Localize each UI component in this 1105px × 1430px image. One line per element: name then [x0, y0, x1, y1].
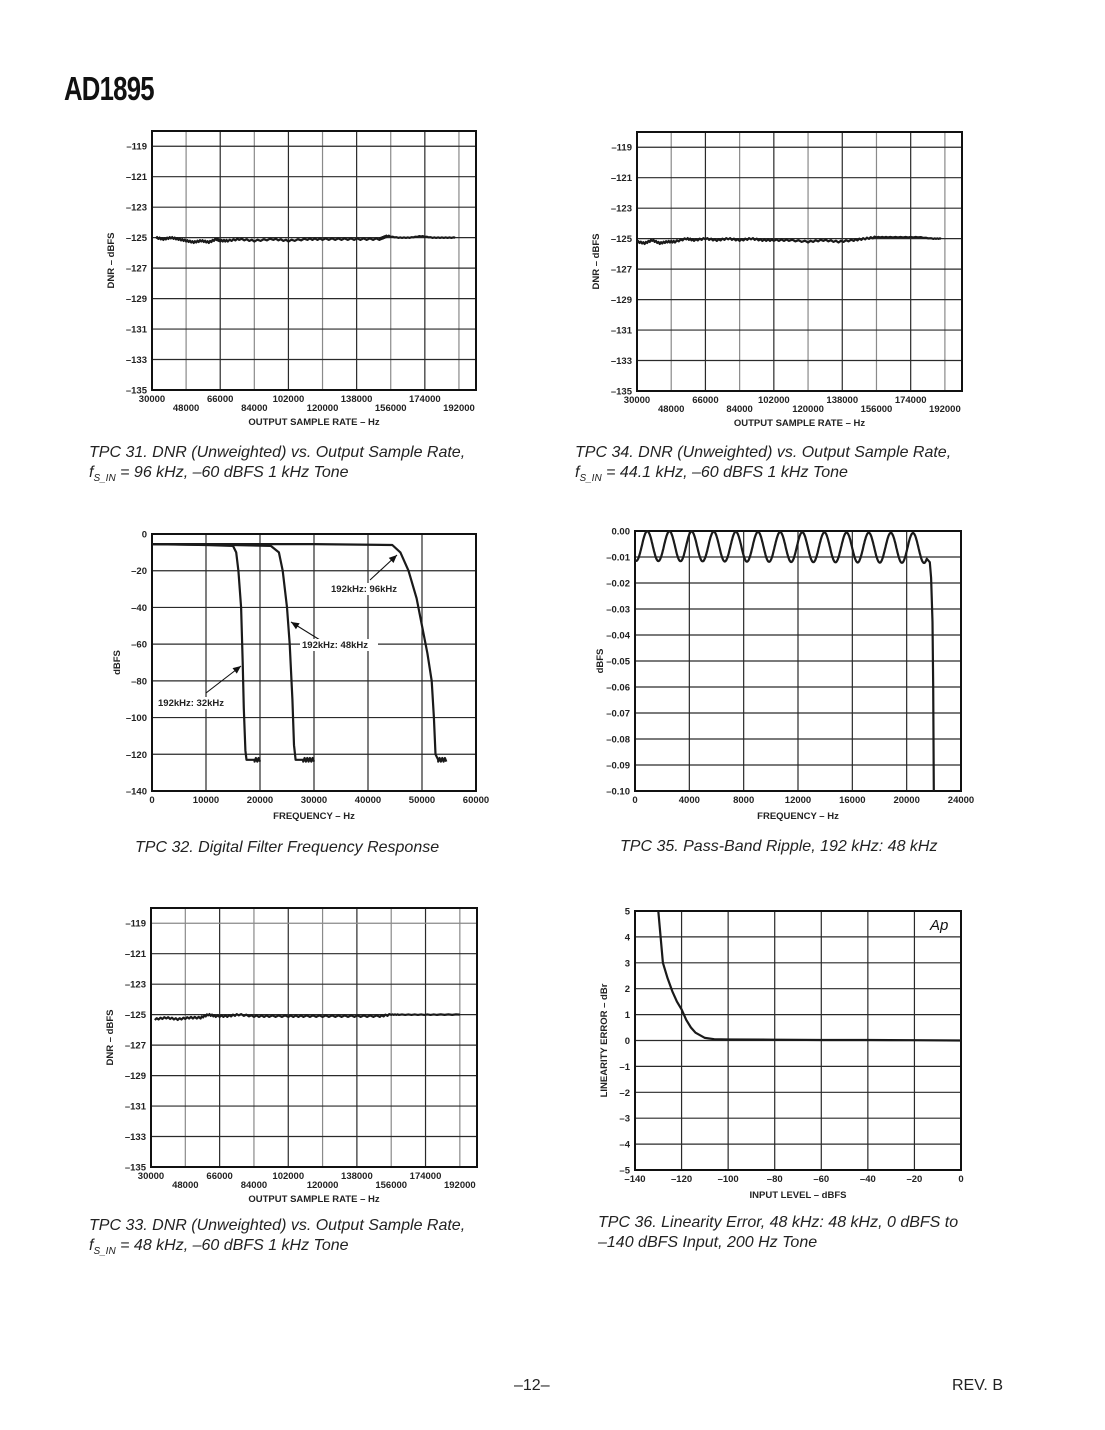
x-tick-label: 102000 [272, 1171, 305, 1182]
y-axis-label: dBFS [112, 650, 123, 675]
x-tick-label: 138000 [341, 1171, 373, 1182]
y-tick-label: –2 [619, 1087, 630, 1099]
y-tick-label: –123 [125, 202, 147, 214]
x-tick-label: –100 [717, 1174, 739, 1185]
x-tick-label: 20000 [246, 795, 274, 806]
y-tick-label: –60 [131, 639, 147, 651]
y-tick-label: –4 [619, 1139, 630, 1151]
caption-tpc36 [598, 1213, 958, 1253]
y-tick-label: –119 [126, 141, 147, 153]
x-tick-label: 102000 [272, 394, 305, 405]
y-tick-label: –0.07 [606, 708, 630, 720]
y-tick-label: 3 [624, 958, 630, 970]
y-tick-label: –119 [611, 142, 632, 154]
x-tick-label: 84000 [240, 1180, 268, 1191]
x-tick-label: 174000 [409, 1171, 442, 1182]
y-tick-label: –131 [124, 1101, 146, 1113]
x-tick-label: 174000 [894, 395, 927, 406]
y-tick-label: 0.00 [611, 526, 630, 538]
caption-tpc32 [135, 838, 439, 858]
x-tick-label: 30000 [138, 394, 166, 405]
y-axis-label: LINEARITY ERROR – dBr [599, 983, 610, 1098]
x-tick-label: 66000 [206, 394, 234, 405]
y-tick-label: 4 [624, 932, 630, 944]
y-tick-label: –120 [125, 749, 147, 761]
caption-subscript: S_IN [579, 473, 602, 485]
x-tick-label: 20000 [893, 795, 920, 806]
x-tick-label: 84000 [241, 403, 268, 414]
x-tick-label: 30000 [623, 395, 651, 406]
y-tick-label: 2 [624, 984, 630, 996]
x-tick-label: 192000 [443, 1180, 476, 1191]
caption-line: TPC 32. Digital Filter Frequency Response [135, 839, 440, 856]
x-tick-label: 156000 [860, 404, 893, 415]
x-tick-label: 0 [958, 1174, 964, 1185]
y-tick-label: –127 [124, 1040, 146, 1052]
caption-line: TPC 35. Pass-Band Ripple, 192 kHz: 48 kHz [620, 838, 938, 855]
y-tick-label: –0.05 [606, 656, 630, 668]
y-tick-label: –123 [124, 979, 146, 991]
document-title: AD1895 [64, 70, 154, 107]
y-tick-label: –0.10 [606, 786, 630, 798]
x-axis-label: OUTPUT SAMPLE RATE – Hz [248, 1194, 380, 1205]
y-tick-label: –119 [125, 918, 146, 930]
y-tick-label: –129 [610, 295, 632, 307]
caption-symbol: f [575, 464, 580, 481]
y-tick-label: –127 [610, 264, 632, 276]
y-tick-label: –133 [610, 356, 632, 368]
series-annotation: 192kHz: 32kHz [158, 698, 225, 709]
x-tick-label: –60 [813, 1174, 830, 1185]
caption-text: = 44.1 kHz, –60 dBFS 1 kHz Tone [601, 464, 848, 481]
x-tick-label: 4000 [678, 795, 700, 806]
x-tick-label: –80 [766, 1174, 783, 1185]
y-tick-label: –0.09 [606, 760, 630, 772]
x-tick-label: 84000 [726, 404, 753, 415]
caption-line: TPC 34. DNR (Unweighted) vs. Output Sample Rate, [575, 444, 952, 461]
x-tick-label: 40000 [354, 795, 382, 806]
x-tick-label: 48000 [172, 1180, 199, 1191]
y-tick-label: –3 [619, 1113, 630, 1125]
caption-symbol: f [89, 464, 94, 481]
y-tick-label: –125 [124, 1010, 146, 1022]
caption-line [575, 463, 951, 489]
caption-line [89, 463, 465, 489]
x-tick-label: 0 [632, 795, 638, 806]
y-tick-label: –1 [619, 1061, 630, 1073]
caption-line [89, 1236, 465, 1262]
y-tick-label: –131 [610, 325, 632, 337]
caption-line: TPC 36. Linearity Error, 48 kHz: 48 kHz, 0 dBFS to [598, 1214, 959, 1231]
x-tick-label: 174000 [408, 394, 441, 405]
x-tick-label: 12000 [784, 795, 812, 806]
y-tick-label: –121 [610, 173, 632, 185]
x-axis-label: FREQUENCY – Hz [757, 811, 839, 822]
x-tick-label: 102000 [757, 395, 790, 406]
y-tick-label: 1 [624, 1010, 630, 1022]
y-tick-label: –40 [131, 602, 147, 614]
x-tick-label: 156000 [374, 403, 407, 414]
x-tick-label: 138000 [340, 394, 373, 405]
y-tick-label: –121 [125, 172, 147, 184]
x-axis-label: FREQUENCY – Hz [273, 811, 355, 822]
caption-tpc35 [620, 837, 937, 857]
x-tick-label: 192000 [443, 403, 475, 414]
caption-text: = 96 kHz, –60 dBFS 1 kHz Tone [115, 464, 349, 481]
x-tick-label: 156000 [375, 1180, 408, 1191]
x-tick-label: 120000 [792, 404, 824, 415]
caption-tpc34 [575, 443, 951, 489]
x-tick-label: 60000 [462, 795, 490, 806]
revision-label: REV. B [952, 1377, 1003, 1394]
x-tick-label: –40 [859, 1174, 876, 1185]
x-tick-label: 66000 [692, 395, 719, 406]
caption-tpc31 [89, 443, 465, 489]
x-tick-label: 30000 [300, 795, 328, 806]
y-tick-label: –0.02 [606, 578, 630, 590]
x-axis-label: OUTPUT SAMPLE RATE – Hz [248, 417, 380, 428]
caption-line: TPC 33. DNR (Unweighted) vs. Output Sample Rate, [89, 1217, 466, 1234]
x-axis-label: INPUT LEVEL – dBFS [749, 1190, 847, 1201]
caption-line: –140 dBFS Input, 200 Hz Tone [598, 1234, 818, 1251]
x-tick-label: 48000 [172, 403, 200, 414]
data-series-line [658, 911, 961, 1041]
caption-tpc33 [89, 1216, 465, 1262]
page-number: –12– [514, 1377, 550, 1394]
x-axis-label: OUTPUT SAMPLE RATE – Hz [733, 418, 866, 429]
y-tick-label: –0.03 [606, 604, 630, 616]
y-tick-label: –133 [124, 1132, 146, 1144]
x-tick-label: 30000 [137, 1171, 165, 1182]
y-tick-label: –133 [125, 355, 147, 367]
y-tick-label: 5 [624, 906, 630, 918]
y-tick-label: –135 [125, 385, 147, 397]
y-tick-label: –123 [610, 203, 632, 215]
y-tick-label: –131 [125, 324, 147, 336]
x-tick-label: 66000 [206, 1171, 233, 1182]
y-tick-label: –129 [125, 294, 147, 306]
caption-line: TPC 31. DNR (Unweighted) vs. Output Sample Rate, [89, 444, 466, 461]
y-tick-label: –129 [124, 1071, 146, 1083]
x-tick-label: 0 [149, 795, 155, 806]
y-tick-label: –0.08 [606, 734, 630, 746]
y-tick-label: 0 [141, 529, 147, 541]
caption-subscript: S_IN [93, 1246, 116, 1258]
y-tick-label: 0 [624, 1036, 630, 1047]
y-tick-label: –0.04 [606, 630, 630, 642]
x-tick-label: 8000 [733, 795, 755, 806]
y-tick-label: –5 [619, 1165, 630, 1177]
y-axis-label: dBFS [595, 648, 606, 674]
series-annotation: 192kHz: 96kHz [331, 584, 398, 595]
y-axis-label: DNR – dBFS [591, 233, 602, 290]
caption-symbol: f [89, 1237, 94, 1254]
y-axis-label: DNR – dBFS [106, 232, 117, 289]
x-tick-label: –140 [624, 1174, 646, 1185]
caption-subscript: S_IN [93, 473, 116, 485]
y-tick-label: –135 [610, 386, 632, 398]
y-tick-label: –140 [125, 786, 147, 798]
x-tick-label: 16000 [839, 795, 866, 806]
x-tick-label: –120 [671, 1174, 693, 1185]
x-tick-label: 138000 [826, 395, 859, 406]
y-tick-label: –125 [125, 233, 147, 245]
x-tick-label: 48000 [657, 404, 685, 415]
audio-precision-logo: Ap [930, 917, 949, 934]
x-tick-label: 120000 [306, 1180, 339, 1191]
y-tick-label: –80 [131, 676, 147, 688]
y-tick-label: –135 [124, 1162, 146, 1174]
y-tick-label: –127 [125, 263, 147, 275]
y-tick-label: –125 [610, 234, 632, 246]
x-tick-label: 24000 [947, 795, 975, 806]
y-tick-label: –0.01 [606, 552, 630, 564]
x-tick-label: 10000 [192, 795, 220, 806]
y-tick-label: –20 [131, 566, 147, 578]
x-tick-label: 50000 [408, 795, 436, 806]
caption-text: = 48 kHz, –60 dBFS 1 kHz Tone [115, 1237, 349, 1254]
y-tick-label: –100 [125, 713, 147, 725]
x-tick-label: –20 [906, 1174, 923, 1185]
x-tick-label: 120000 [306, 403, 339, 414]
series-annotation: 192kHz: 48kHz [302, 640, 369, 651]
y-tick-label: –0.06 [606, 682, 630, 694]
x-tick-label: 192000 [929, 404, 961, 415]
y-tick-label: –121 [124, 949, 146, 961]
y-axis-label: DNR – dBFS [105, 1009, 116, 1066]
